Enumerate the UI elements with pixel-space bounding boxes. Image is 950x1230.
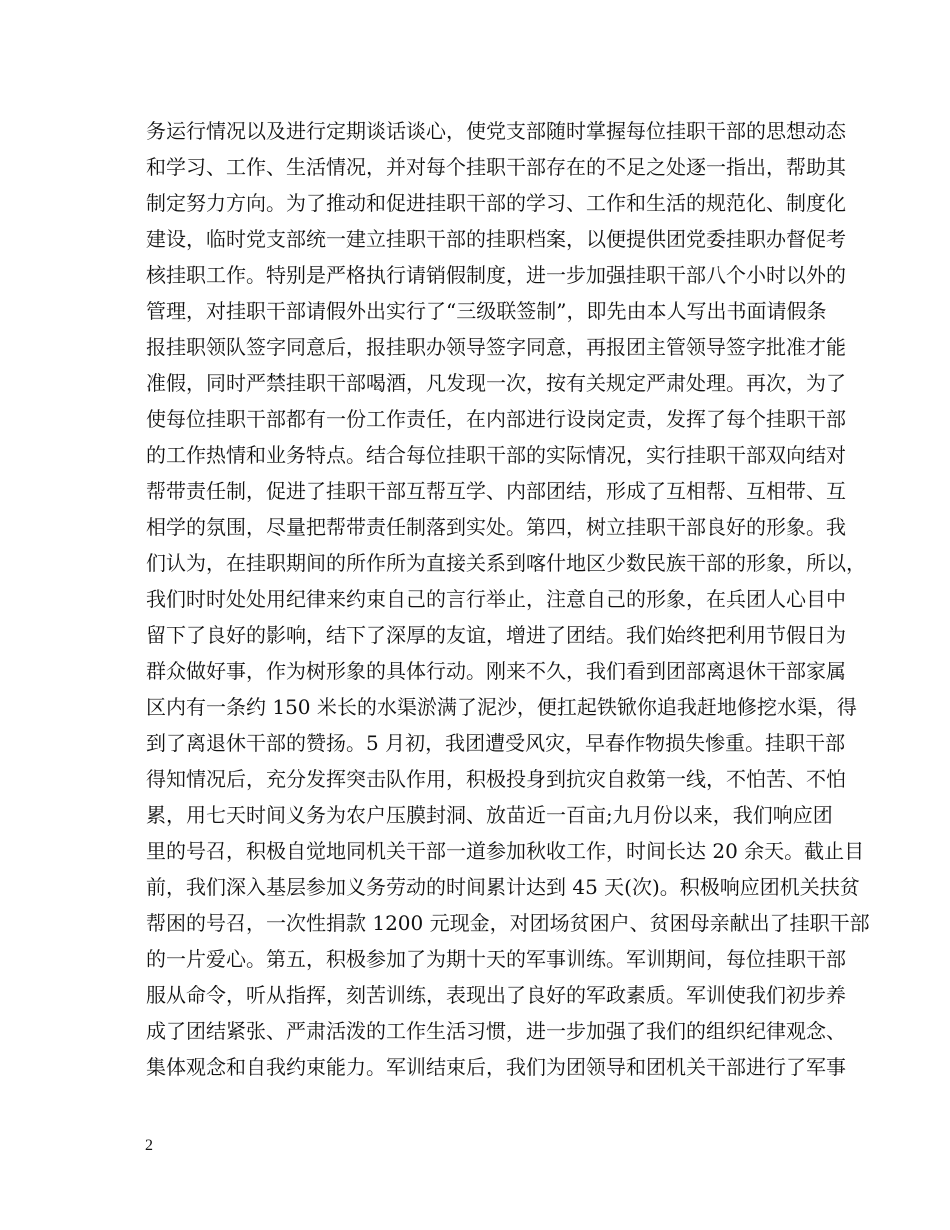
text-line: 建设，临时党支部统一建立挂职干部的挂职档案，以便提供团党委挂职办督促考 (146, 227, 846, 251)
text-line: 区内有一条约 150 米长的水渠淤满了泥沙，便扛起铁锨你追我赶地修挖水渠，得 (146, 695, 857, 719)
text-line: 相学的氛围，尽量把帮带责任制落到实处。第四，树立挂职干部良好的形象。我 (146, 515, 846, 539)
text-line: 使每位挂职干部都有一份工作责任，在内部进行设岗定责，发挥了每个挂职干部 (146, 407, 846, 431)
text-line: 报挂职领队签字同意后，报挂职办领导签字同意，再报团主管领导签字批准才能 (146, 335, 846, 359)
text-line: 们认为，在挂职期间的所作所为直接关系到喀什地区少数民族干部的形象，所以， (146, 551, 866, 575)
text-line: 制定努力方向。为了推动和促进挂职干部的学习、工作和生活的规范化、制度化 (146, 191, 846, 215)
text-line: 留下了良好的影响，结下了深厚的友谊，增进了团结。我们始终把利用节假日为 (146, 623, 846, 647)
text-line: 到了离退休干部的赞扬。5 月初，我团遭受风灾，早春作物损失惨重。挂职干部 (146, 731, 846, 755)
text-line: 我们时时处处用纪律来约束自己的言行举止，注意自己的形象，在兵团人心目中 (146, 587, 846, 611)
text-line: 准假，同时严禁挂职干部喝酒，凡发现一次，按有关规定严肃处理。再次，为了 (146, 371, 846, 395)
page-number: 2 (145, 1137, 153, 1154)
text-line: 集体观念和自我约束能力。军训结束后，我们为团领导和团机关干部进行了军事 (146, 1055, 846, 1079)
text-line: 群众做好事，作为树形象的具体行动。刚来不久，我们看到团部离退休干部家属 (146, 659, 846, 683)
text-line: 成了团结紧张、严肃活泼的工作生活习惯，进一步加强了我们的组织纪律观念、 (146, 1019, 846, 1043)
text-line: 累，用七天时间义务为农户压膜封洞、放苗近一百亩;九月份以来，我们响应团 (146, 803, 833, 827)
text-line: 前，我们深入基层参加义务劳动的时间累计达到 45 天(次)。积极响应团机关扶贫 (146, 875, 860, 899)
text-line: 服从命令，听从指挥，刻苦训练，表现出了良好的军政素质。军训使我们初步养 (146, 983, 846, 1007)
body-paragraph (146, 113, 870, 1085)
text-line: 管理，对挂职干部请假外出实行了“三级联签制”，即先由本人写出书面请假条 (146, 299, 827, 323)
text-line: 帮带责任制，促进了挂职干部互帮互学、内部团结，形成了互相帮、互相带、互 (146, 479, 846, 503)
text-line: 的工作热情和业务特点。结合每位挂职干部的实际情况，实行挂职干部双向结对 (146, 443, 846, 467)
text-line: 和学习、工作、生活情况，并对每个挂职干部存在的不足之处逐一指出，帮助其 (146, 155, 846, 179)
text-line: 核挂职工作。特别是严格执行请销假制度，进一步加强挂职干部八个小时以外的 (146, 263, 846, 287)
text-line: 得知情况后，充分发挥突击队作用，积极投身到抗灾自救第一线，不怕苦、不怕 (146, 767, 846, 791)
text-line: 务运行情况以及进行定期谈话谈心，使党支部随时掌握每位挂职干部的思想动态 (146, 119, 846, 143)
text-line: 里的号召，积极自觉地同机关干部一道参加秋收工作，时间长达 20 余天。截止目 (146, 839, 865, 863)
text-line: 帮困的号召，一次性捐款 1200 元现金，对团场贫困户、贫困母亲献出了挂职干部 (146, 911, 870, 935)
text-line: 的一片爱心。第五，积极参加了为期十天的军事训练。军训期间，每位挂职干部 (146, 947, 846, 971)
